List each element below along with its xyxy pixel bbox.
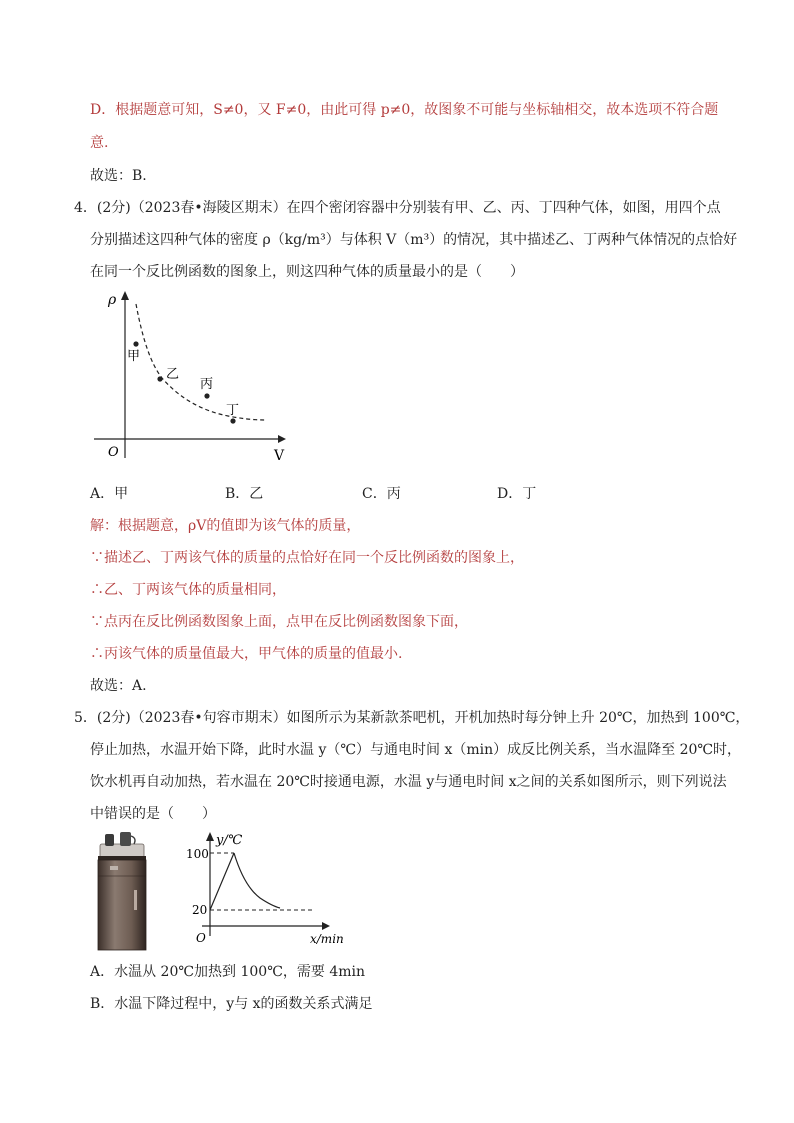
q4-point-bing-label: 丙: [200, 377, 214, 392]
q4-y-label: ρ: [108, 292, 117, 308]
q4-density-volume-graph: [88, 288, 298, 463]
prev-answer: 故选：B.: [90, 168, 147, 184]
q4-text-line2: 分别描述这四种气体的密度 ρ（kg/m³）与体积 V（m³）的情况，其中描述乙、丁两种气体情况的点恰好: [90, 232, 738, 248]
q4-solution-line1: 解：根据题意，ρV的值即为该气体的质量，: [90, 518, 361, 534]
q5-text-line1: 5．(2分)（2023春•句容市期末）如图所示为某新款茶吧机，开机加热时每分钟上升 20℃，加热到 100℃，: [74, 710, 750, 726]
q4-x-label: V: [274, 448, 285, 463]
q5-option-a[interactable]: A．水温从 20℃加热到 100℃，需要 4min: [90, 964, 365, 980]
q4-point-yi-label: 乙: [166, 367, 180, 382]
q5-text-line3: 饮水机再自动加热，若水温在 20℃时接通电源，水温 y与通电时间 x之间的关系如图所示，则下列说法: [90, 774, 727, 790]
q4-solution-line3: ∴乙、丁两该气体的质量相同，: [90, 582, 286, 598]
q4-point-jia: [133, 341, 138, 346]
q4-solution-line2: ∵描述乙、丁两该气体的质量的点恰好在同一个反比例函数的图象上，: [90, 550, 524, 566]
q4-option-d[interactable]: D．丁: [497, 486, 537, 502]
q4-point-yi: [157, 376, 162, 381]
prev-option-d-line1: D．根据题意可知，S≠0，又 F≠0，由此可得 p≠0，故图象不可能与坐标轴相交，故本选项不符合题: [90, 102, 719, 118]
q5-tick-100: 100: [186, 847, 209, 861]
q5-text-line2: 停止加热，水温开始下降，此时水温 y（℃）与通电时间 x（min）成反比例关系，当水温降至 20℃时，: [90, 742, 742, 758]
q4-y-axis-arrow: [121, 291, 129, 300]
q5-x-axis-arrow: [322, 922, 330, 930]
q4-point-ding: [230, 418, 235, 423]
q5-option-b[interactable]: B．水温下降过程中，y与 x的函数关系式满足: [90, 996, 373, 1012]
q4-answer: 故选：A.: [90, 678, 147, 694]
q5-y-axis-arrow: [206, 832, 214, 841]
q4-solution-line5: ∴丙该气体的质量值最大，甲气体的质量的值最小.: [90, 646, 403, 662]
q5-y-label: y/℃: [216, 833, 243, 848]
q4-origin: O: [108, 445, 119, 460]
q4-text-line3: 在同一个反比例函数的图象上，则这四种气体的质量最小的是（ ）: [90, 264, 524, 280]
prev-option-d-line2: 意.: [90, 135, 109, 151]
q4-option-a[interactable]: A．甲: [90, 486, 129, 502]
q5-text-line4: 中错误的是（ ）: [90, 806, 216, 822]
q4-text-line1: 4．(2分)（2023春•海陵区期末）在四个密闭容器中分别装有甲、乙、丙、丁四种气体，如图，用四个点: [74, 200, 721, 216]
q4-solution-line4: ∵点丙在反比例函数图象上面，点甲在反比例函数图象下面，: [90, 614, 468, 630]
q4-option-c[interactable]: C．丙: [362, 486, 401, 502]
q5-heating-line: [210, 853, 234, 910]
q4-x-axis-arrow: [278, 435, 286, 443]
q5-x-label: x/min: [310, 932, 344, 946]
q5-cooling-curve: [234, 853, 280, 908]
q5-temperature-time-graph: [182, 828, 352, 948]
q5-origin: O: [196, 931, 206, 945]
q4-point-bing: [204, 393, 209, 398]
q4-point-ding-label: 丁: [226, 403, 240, 418]
q4-point-jia-label: 甲: [127, 349, 141, 364]
q4-inverse-curve: [136, 304, 266, 420]
q5-tick-20: 20: [192, 903, 208, 917]
tea-machine-image: [88, 830, 160, 952]
q4-option-b[interactable]: B．乙: [225, 486, 264, 502]
